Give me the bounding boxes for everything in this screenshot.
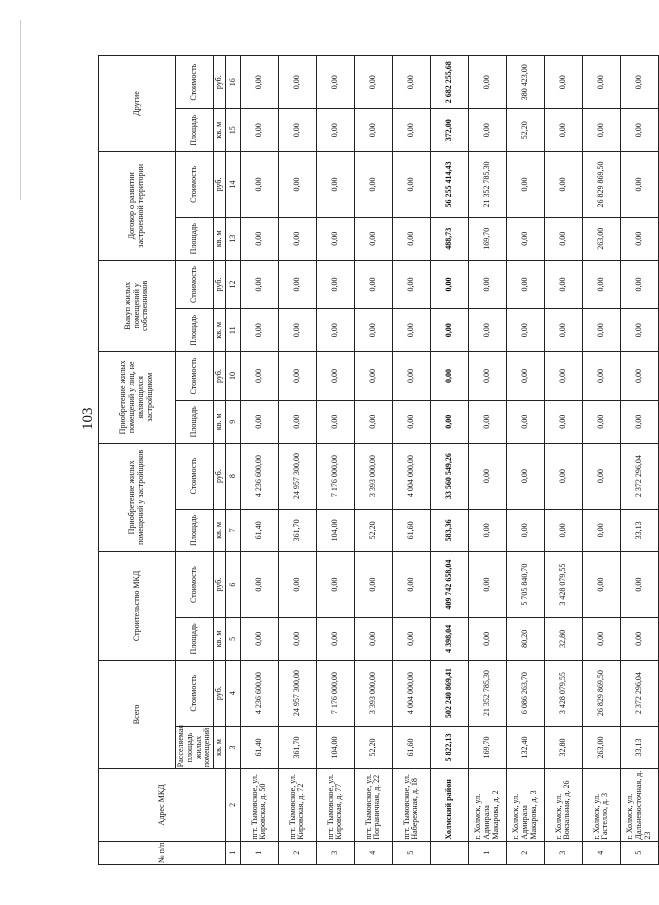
unit-cost: руб. xyxy=(214,352,226,401)
row-value: 2 372 296,04 xyxy=(620,443,658,509)
header-address: Адрес МКД xyxy=(99,769,226,841)
row-value: 0,00 xyxy=(544,352,582,401)
row-address: г. Холмск, ул. Адмирала Макарова, д. 3 xyxy=(506,769,544,841)
row-value: 0,00 xyxy=(316,151,354,217)
unit-cost: руб. xyxy=(214,260,226,309)
row-value: 61,40 xyxy=(240,726,278,769)
row-value: 4 236 600,00 xyxy=(240,660,278,726)
row-number: 2 xyxy=(278,841,316,864)
row-value: 0,00 xyxy=(582,509,620,552)
row-value: 0,00 xyxy=(544,217,582,260)
row-value: 33,13 xyxy=(620,726,658,769)
row-value: 104,00 xyxy=(316,509,354,552)
row-value: 0,00 xyxy=(240,309,278,352)
row-value: 0,00 xyxy=(582,309,620,352)
row-address: г. Холмск, ул. Дальневосточная, д. 23 xyxy=(620,769,658,841)
row-value: 0,00 xyxy=(468,552,506,618)
header-group-construction: Строительство МКД xyxy=(99,552,176,661)
row-value: 0,00 xyxy=(278,352,316,401)
total-value: 583,36 xyxy=(430,509,468,552)
row-value: 0,00 xyxy=(506,151,544,217)
row-number: 1 xyxy=(468,841,506,864)
row-value: 33,13 xyxy=(620,509,658,552)
total-value: 33 560 549,26 xyxy=(430,443,468,509)
table-body xyxy=(225,56,658,865)
row-value: 52,20 xyxy=(354,726,392,769)
table-row xyxy=(506,56,544,865)
row-value: 4 004 000,00 xyxy=(392,443,430,509)
row-value: 0,00 xyxy=(506,401,544,444)
row-value: 52,20 xyxy=(354,509,392,552)
header-cost: Стоимость xyxy=(176,660,214,726)
row-value: 0,00 xyxy=(316,618,354,661)
row-address: пгт. Тымовское, ул. Пограничная, д. 22 xyxy=(354,769,392,841)
header-cost: Стоимость xyxy=(176,260,214,309)
row-value: 61,40 xyxy=(240,509,278,552)
row-value: 7 176 000,00 xyxy=(316,443,354,509)
row-value: 0,00 xyxy=(582,618,620,661)
row-value: 0,00 xyxy=(468,509,506,552)
header-group-total: Всего xyxy=(99,660,176,769)
row-value: 0,00 xyxy=(544,443,582,509)
row-value: 0,00 xyxy=(240,618,278,661)
row-number: 5 xyxy=(620,841,658,864)
row-value: 0,00 xyxy=(316,401,354,444)
row-value: 0,00 xyxy=(468,352,506,401)
row-value: 0,00 xyxy=(354,618,392,661)
table-row xyxy=(620,56,658,865)
row-value: 0,00 xyxy=(316,309,354,352)
header-settled: Расселяемая площадь жилых помещений xyxy=(176,726,214,769)
row-value: 0,00 xyxy=(240,352,278,401)
row-value: 0,00 xyxy=(354,552,392,618)
unit-cost: руб. xyxy=(214,443,226,509)
total-row xyxy=(430,56,468,865)
table-row xyxy=(240,56,278,865)
row-value: 0,00 xyxy=(582,109,620,152)
header-area: Площадь xyxy=(176,618,214,661)
row-value: 0,00 xyxy=(468,401,506,444)
row-value: 0,00 xyxy=(582,552,620,618)
row-value: 0,00 xyxy=(506,509,544,552)
header-group-buyout: Выкуп жилых помещений у собственников xyxy=(99,260,176,352)
row-value: 0,00 xyxy=(316,352,354,401)
row-value: 4 004 000,00 xyxy=(392,660,430,726)
total-value: 5 822,13 xyxy=(430,726,468,769)
total-value: 409 742 658,04 xyxy=(430,552,468,618)
header-group-purchase-dev: Приобретение жилых помещений у застройщиков xyxy=(99,443,176,552)
row-value: 0,00 xyxy=(278,618,316,661)
row-value: 7 176 000,00 xyxy=(316,660,354,726)
total-value: 2 682 255,68 xyxy=(430,56,468,109)
row-value: 4 236 600,00 xyxy=(240,443,278,509)
row-value: 0,00 xyxy=(354,56,392,109)
row-value: 0,00 xyxy=(506,443,544,509)
unit-area: кв. м xyxy=(214,618,226,661)
table-row xyxy=(392,56,430,865)
row-value: 0,00 xyxy=(468,618,506,661)
column-index: 8 xyxy=(225,443,240,509)
row-value: 0,00 xyxy=(620,109,658,152)
row-value: 26 829 869,50 xyxy=(582,151,620,217)
row-value: 0,00 xyxy=(354,217,392,260)
total-value: 502 240 869,41 xyxy=(430,660,468,726)
row-value: 0,00 xyxy=(278,151,316,217)
total-value: 56 255 414,43 xyxy=(430,151,468,217)
row-address: г. Холмск, ул. Вокзальная, д. 26 xyxy=(544,769,582,841)
row-value: 0,00 xyxy=(240,151,278,217)
row-value: 3 393 000,00 xyxy=(354,660,392,726)
row-value: 104,00 xyxy=(316,726,354,769)
row-value: 0,00 xyxy=(316,260,354,309)
row-value: 0,00 xyxy=(316,217,354,260)
row-value: 0,00 xyxy=(392,217,430,260)
row-value: 3 428 079,55 xyxy=(544,552,582,618)
row-value: 0,00 xyxy=(620,260,658,309)
row-value: 0,00 xyxy=(354,260,392,309)
row-value: 0,00 xyxy=(354,352,392,401)
row-value: 0,00 xyxy=(240,401,278,444)
row-value: 6 086 263,70 xyxy=(506,660,544,726)
row-value: 5 705 840,70 xyxy=(506,552,544,618)
row-value: 169,70 xyxy=(468,217,506,260)
row-value: 32,80 xyxy=(544,726,582,769)
row-value: 0,00 xyxy=(582,443,620,509)
total-label: Холмский район xyxy=(430,769,468,841)
row-value: 380 423,00 xyxy=(506,56,544,109)
row-value: 0,00 xyxy=(392,618,430,661)
total-value: 0,00 xyxy=(430,401,468,444)
row-value: 0,00 xyxy=(620,151,658,217)
unit-area: кв. м xyxy=(214,217,226,260)
row-value: 3 428 079,55 xyxy=(544,660,582,726)
header-area: Площадь xyxy=(176,217,214,260)
row-value: 0,00 xyxy=(278,401,316,444)
row-value: 0,00 xyxy=(392,552,430,618)
row-value: 0,00 xyxy=(544,309,582,352)
row-value: 0,00 xyxy=(278,309,316,352)
column-index: 12 xyxy=(225,260,240,309)
column-index: 2 xyxy=(225,769,240,841)
total-empty xyxy=(430,841,468,864)
column-index: 10 xyxy=(225,352,240,401)
row-value: 0,00 xyxy=(316,56,354,109)
row-value: 0,00 xyxy=(620,618,658,661)
row-number: 2 xyxy=(506,841,544,864)
column-index: 3 xyxy=(225,726,240,769)
row-value: 0,00 xyxy=(544,401,582,444)
row-value: 0,00 xyxy=(582,56,620,109)
header-no: № п/п xyxy=(99,841,226,864)
row-value: 0,00 xyxy=(620,56,658,109)
row-value: 0,00 xyxy=(354,151,392,217)
row-value: 80,20 xyxy=(506,618,544,661)
row-value: 21 352 785,30 xyxy=(468,151,506,217)
column-index: 13 xyxy=(225,217,240,260)
column-index: 15 xyxy=(225,109,240,152)
row-value: 0,00 xyxy=(354,309,392,352)
unit-area: кв. м xyxy=(214,726,226,769)
row-value: 263,00 xyxy=(582,217,620,260)
row-value: 0,00 xyxy=(468,56,506,109)
row-value: 132,40 xyxy=(506,726,544,769)
column-index: 5 xyxy=(225,618,240,661)
row-value: 0,00 xyxy=(620,352,658,401)
row-address: пгт. Тымовское, ул. Набережная, д. 18 xyxy=(392,769,430,841)
row-number: 1 xyxy=(240,841,278,864)
table-row xyxy=(278,56,316,865)
row-value: 0,00 xyxy=(506,260,544,309)
column-index: 6 xyxy=(225,552,240,618)
row-value: 61,60 xyxy=(392,509,430,552)
row-value: 0,00 xyxy=(620,217,658,260)
housing-table xyxy=(98,55,659,865)
header-cost: Стоимость xyxy=(176,552,214,618)
header-area: Площадь xyxy=(176,109,214,152)
column-index: 11 xyxy=(225,309,240,352)
row-value: 0,00 xyxy=(240,56,278,109)
table-row xyxy=(354,56,392,865)
row-value: 0,00 xyxy=(620,401,658,444)
page-number: 103 xyxy=(80,407,96,430)
total-value: 0,00 xyxy=(430,260,468,309)
row-value: 0,00 xyxy=(278,109,316,152)
table-row xyxy=(316,56,354,865)
header-cost: Стоимость xyxy=(176,56,214,109)
row-value: 0,00 xyxy=(392,109,430,152)
table-row xyxy=(468,56,506,865)
unit-cost: руб. xyxy=(214,56,226,109)
row-value: 361,70 xyxy=(278,726,316,769)
row-value: 0,00 xyxy=(392,352,430,401)
row-value: 0,00 xyxy=(544,109,582,152)
row-value: 0,00 xyxy=(506,309,544,352)
row-value: 0,00 xyxy=(354,401,392,444)
total-value: 372,00 xyxy=(430,109,468,152)
row-value: 0,00 xyxy=(392,56,430,109)
rotated-table-container xyxy=(98,55,652,865)
row-value: 0,00 xyxy=(240,109,278,152)
unit-cost: руб. xyxy=(214,151,226,217)
row-value: 0,00 xyxy=(468,309,506,352)
header-area: Площадь xyxy=(176,401,214,444)
row-value: 0,00 xyxy=(582,260,620,309)
row-number: 4 xyxy=(354,841,392,864)
row-value: 0,00 xyxy=(392,309,430,352)
row-value: 0,00 xyxy=(544,260,582,309)
total-value: 0,00 xyxy=(430,352,468,401)
row-value: 0,00 xyxy=(582,352,620,401)
total-value: 488,73 xyxy=(430,217,468,260)
header-cost: Стоимость xyxy=(176,443,214,509)
row-value: 0,00 xyxy=(278,217,316,260)
unit-cost: руб. xyxy=(214,552,226,618)
row-value: 26 829 869,50 xyxy=(582,660,620,726)
row-value: 0,00 xyxy=(392,260,430,309)
unit-area: кв. м xyxy=(214,509,226,552)
column-index: 1 xyxy=(225,841,240,864)
row-address: г. Холмск, ул. Адмирала Макарова, д. 2 xyxy=(468,769,506,841)
row-address: пгт. Тымовское, ул. Кировская, д. 77 xyxy=(316,769,354,841)
unit-area: кв. м xyxy=(214,401,226,444)
row-value: 0,00 xyxy=(620,309,658,352)
column-index: 7 xyxy=(225,509,240,552)
row-value: 0,00 xyxy=(506,217,544,260)
row-value: 0,00 xyxy=(278,56,316,109)
header-group-development: Договор о развитии застроенной территории xyxy=(99,151,176,260)
row-value: 0,00 xyxy=(506,352,544,401)
row-value: 0,00 xyxy=(278,552,316,618)
row-value: 0,00 xyxy=(316,552,354,618)
row-value: 0,00 xyxy=(582,401,620,444)
row-value: 0,00 xyxy=(620,552,658,618)
column-index: 9 xyxy=(225,401,240,444)
header-group-other: Другие xyxy=(99,56,176,152)
row-value: 0,00 xyxy=(392,151,430,217)
row-number: 4 xyxy=(582,841,620,864)
row-value: 0,00 xyxy=(544,56,582,109)
row-value: 2 372 296,04 xyxy=(620,660,658,726)
row-value: 0,00 xyxy=(468,443,506,509)
row-address: пгт. Тымовское, ул. Кировская, д. 72 xyxy=(278,769,316,841)
row-value: 24 957 300,00 xyxy=(278,660,316,726)
row-value: 0,00 xyxy=(544,151,582,217)
row-value: 0,00 xyxy=(544,509,582,552)
header-area: Площадь xyxy=(176,509,214,552)
row-value: 21 352 785,30 xyxy=(468,660,506,726)
column-index-row xyxy=(225,56,240,865)
row-address: г. Холмск, ул. Гастелло, д. 3 xyxy=(582,769,620,841)
row-value: 263,00 xyxy=(582,726,620,769)
unit-area: кв. м xyxy=(214,109,226,152)
unit-area: кв. м xyxy=(214,309,226,352)
row-value: 169,70 xyxy=(468,726,506,769)
row-number: 3 xyxy=(316,841,354,864)
row-number: 3 xyxy=(544,841,582,864)
row-address: пгт. Тымовское, ул. Кировская, д. 50 xyxy=(240,769,278,841)
row-value: 61,60 xyxy=(392,726,430,769)
row-value: 0,00 xyxy=(240,552,278,618)
column-index: 14 xyxy=(225,151,240,217)
row-value: 0,00 xyxy=(240,217,278,260)
row-value: 0,00 xyxy=(468,260,506,309)
row-value: 0,00 xyxy=(354,109,392,152)
row-value: 3 393 000,00 xyxy=(354,443,392,509)
row-value: 361,70 xyxy=(278,509,316,552)
column-index: 16 xyxy=(225,56,240,109)
header-group-purchase-other: Приобретение жилых помещений у лиц, не являющихся застройщиком xyxy=(99,352,176,444)
row-value: 0,00 xyxy=(468,109,506,152)
row-value: 0,00 xyxy=(392,401,430,444)
row-number: 5 xyxy=(392,841,430,864)
row-value: 32,80 xyxy=(544,618,582,661)
total-value: 0,00 xyxy=(430,309,468,352)
table-row xyxy=(544,56,582,865)
header-cost: Стоимость xyxy=(176,151,214,217)
margin-line xyxy=(20,20,21,200)
header-area: Площадь xyxy=(176,309,214,352)
row-value: 0,00 xyxy=(316,109,354,152)
row-value: 0,00 xyxy=(278,260,316,309)
column-index: 4 xyxy=(225,660,240,726)
row-value: 0,00 xyxy=(240,260,278,309)
row-value: 24 957 300,00 xyxy=(278,443,316,509)
total-value: 4 398,04 xyxy=(430,618,468,661)
unit-cost: руб. xyxy=(214,660,226,726)
table-row xyxy=(582,56,620,865)
row-value: 52,20 xyxy=(506,109,544,152)
header-cost: Стоимость xyxy=(176,352,214,401)
